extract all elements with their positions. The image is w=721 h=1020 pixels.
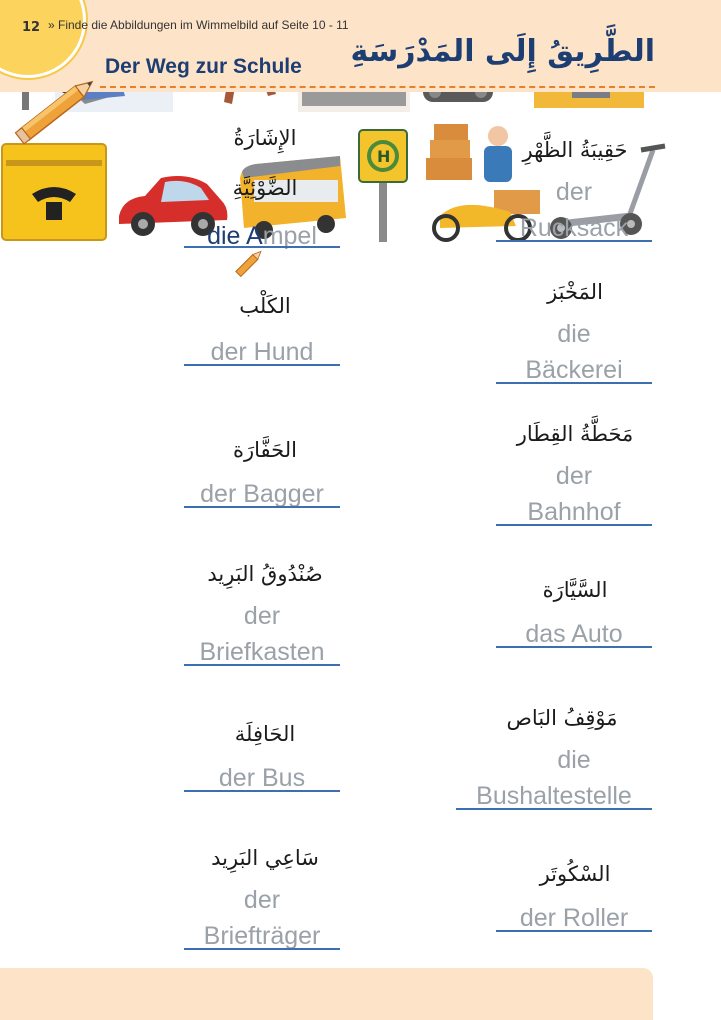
word-mail-carrier-2[interactable]: Briefträger — [203, 922, 321, 950]
writing-line — [496, 930, 652, 932]
label-ar-backpack: حَقِيبَةُ الظَّهْرِ — [522, 138, 628, 162]
word-traffic-light-written: die A — [207, 222, 263, 250]
word-bakery-2[interactable]: Bäckerei — [525, 356, 623, 384]
writing-line — [184, 790, 340, 792]
label-ar-excavator: الحَفَّارَة — [233, 438, 297, 462]
word-mail-carrier-1[interactable]: der — [243, 886, 281, 914]
writing-line — [496, 646, 652, 648]
label-ar-mailbox: صُنْدُوقُ البَرِيد — [207, 562, 323, 586]
svg-text:H: H — [377, 147, 391, 166]
footer-hint: » Finde die Abbildungen im Wimmelbild auf Seite 10 - 11 — [48, 18, 349, 32]
page-number: 12 — [22, 20, 41, 35]
word-dog[interactable]: der Hund — [210, 338, 314, 366]
pencil-icon — [8, 70, 104, 150]
label-ar-traffic-light-1: الإِشَارَةُ — [233, 126, 297, 150]
word-bus[interactable]: der Bus — [218, 764, 306, 792]
mailbox-icon — [0, 140, 110, 244]
word-mailbox-2[interactable]: Briefkasten — [199, 638, 325, 666]
label-ar-traffic-light-2: الضَّوْئِيَّةِ — [232, 176, 298, 200]
word-scooter[interactable]: der Roller — [519, 904, 629, 932]
word-car[interactable]: das Auto — [525, 620, 623, 648]
label-ar-scooter: السْكُوتَر — [539, 862, 611, 886]
word-bakery-1[interactable]: die — [557, 320, 591, 348]
writing-line — [496, 382, 652, 384]
word-bus-stop-2[interactable]: Bushaltestelle — [476, 782, 632, 810]
word-backpack-1[interactable]: der — [555, 178, 593, 206]
label-ar-bus: الحَافِلَة — [234, 722, 296, 746]
label-ar-car: السَّيَّارَة — [542, 578, 608, 602]
title-arabic: الطَّرِيقُ إِلَى المَدْرَسَةِ — [350, 34, 655, 69]
writing-line — [184, 948, 340, 950]
word-train-station-1[interactable]: der — [555, 462, 593, 490]
label-ar-bakery: المَخْبَز — [547, 280, 603, 304]
writing-line — [496, 524, 652, 526]
word-backpack-2[interactable]: Rucksack — [519, 214, 629, 242]
word-bus-stop-1[interactable]: die — [557, 746, 591, 774]
bus-stop-icon — [355, 128, 415, 244]
title-german: Der Weg zur Schule — [105, 55, 302, 78]
writing-line — [496, 240, 652, 242]
writing-line — [184, 506, 340, 508]
label-ar-dog: الكَلْب — [239, 294, 291, 318]
header-dashed-divider — [100, 86, 655, 88]
writing-line — [184, 664, 340, 666]
word-excavator[interactable]: der Bagger — [200, 480, 324, 508]
writing-line — [456, 808, 652, 810]
writing-line — [184, 364, 340, 366]
word-train-station-2[interactable]: Bahnhof — [527, 498, 621, 526]
label-ar-bus-stop: مَوْقِفُ البَاص — [506, 706, 618, 730]
label-ar-mail-carrier: سَاعِي البَرِيد — [211, 846, 319, 870]
word-traffic-light-trace: mpel — [262, 222, 317, 250]
label-ar-train-station: مَحَطَّةُ القِطَار — [516, 422, 634, 446]
footer-band — [0, 968, 653, 1020]
small-pencil-icon — [232, 246, 268, 280]
word-mailbox-1[interactable]: der — [243, 602, 281, 630]
